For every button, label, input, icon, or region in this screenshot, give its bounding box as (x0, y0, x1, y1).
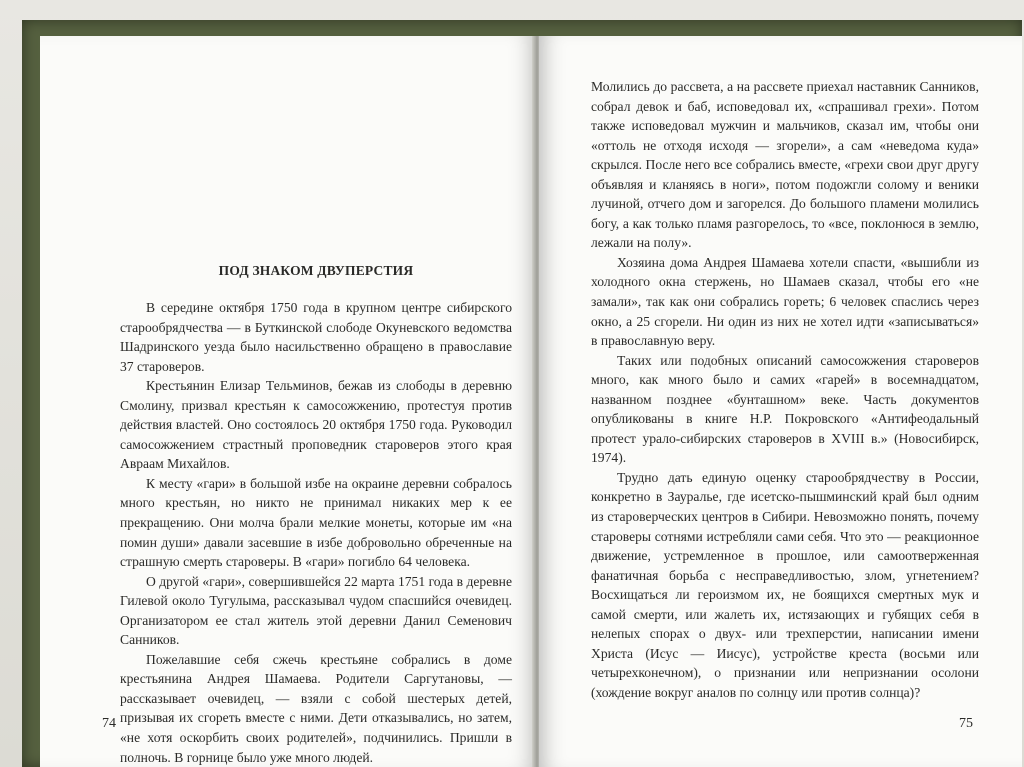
paragraph: В середине октября 1750 года в крупном центре сибирского старообрядчества — в Буткинской слободе Окуневского ведомства Шадринского уезда было насильственно обращено в православие 37 староверов. (120, 300, 512, 374)
chapter-title: ПОД ЗНАКОМ ДВУПЕРСТИЯ (218, 263, 414, 278)
page-number-left: 74 (102, 716, 116, 731)
paragraph: Крестьянин Елизар Тельминов, бежав из слободы в деревню Смолину, призвал крестьян к самосожжению, протестуя против действия властей. Оно состоялось 20 октября 1750 года. Руководил самосожжением страстный проповедник староверов этого края Авраам Михайлов. (120, 378, 512, 472)
paragraph-continuation: Молились до рассвета, а на рассвете приехал наставник Санников, собрал девок и баб, исповедовал их, «спрашивал грехи». Потом также исповедовал мужчин и мальчиков, сказал им, чтобы они «оттоль не отходя исходя — згорели», а сам «неведома куда» скрылся. После него все собрались вместе, «грехи свои друг другу объявляя и кланяясь в ноги», потом подожгли солому и веники лучиной, отчего дом и загорелся. До большого пламени молились богу, а как только пламя разгорелось, то «все, поклонюся в землю, лежали на полу». (591, 79, 979, 251)
left-page (40, 36, 535, 767)
paragraph: Таких или подобных описаний самосожжения староверов много, как много было и самих «гарей» в восемнадцатом, названном позднее «бунташном» веке. Часть документов опубликованы в книге Н.Р. Покровского «Антифеодальный протест урало-сибирских староверов в XVIII в.» (Новосибирск, 1974). (591, 352, 979, 466)
left-page-text (120, 262, 512, 767)
paragraph: Трудно дать единую оценку старообрядчеству в России, конкретно в Зауралье, где исетско-пышминский край был одним из староверческих центров в Сибири. Невозможно понять, почему староверы сотнями истребляли сами себя. Что это — реакционное движение, устремленное в прошлое, или самоотверженная фанатичная борьба с несправедливостью, злом, угнетением? Восхищаться ли героизмом их, не боящихся смертных мук и самой смерти, или жалеть их, истязающих и губящих себя в нелепых спорах о двух- или трехперстии, написании имени Христа (Исус — Иисус), устройстве креста (восьми или четырехконечном), о признании или непризнании осолони (хождение вокруг аналов по солнцу или против солнца)? (591, 469, 979, 700)
page-number-right: 75 (959, 716, 973, 731)
paragraph: Хозяина дома Андрея Шамаева хотели спасти, «вышибли из холодного окна стержень, но Шамаев сказал, чтобы его «не замали», так как они собрались гореть; 6 человек спаслись через окно, а 25 сгорели. Ни один из них не хотел идти «записываться» в православную веру. (591, 254, 979, 349)
paragraph: Пожелавшие себя сжечь крестьяне собрались в доме крестьянина Андрея Шамаева. Родители Саргутановы, — рассказывает очевидец, — взяли с собой шестерых детей, призывая их сгореть вместе с ними. Дети отказывались, но затем, «не хотя оскорбить своих родителей», подчинились. Пришли в полночь. В горнице было уже много людей. (120, 651, 512, 765)
right-page (539, 36, 1022, 767)
paragraph: К месту «гари» в большой избе на окраине деревни собралось много крестьян, но никто не принимал никаких мер к ее прекращению. Они молча брали мелкие монеты, которые им «на помин души» давали засевшие в избе добровольно обреченные на страшную смерть староверы. В «гари» погибло 64 человека. (120, 475, 512, 570)
right-page-text (591, 77, 979, 703)
paragraph: О другой «гари», совершившейся 22 марта 1751 года в деревне Гилевой около Тугулыма, рассказывал чудом спасшийся очевидец. Организатором ее стал житель этой деревни Данил Семенович Санников. (120, 573, 512, 648)
